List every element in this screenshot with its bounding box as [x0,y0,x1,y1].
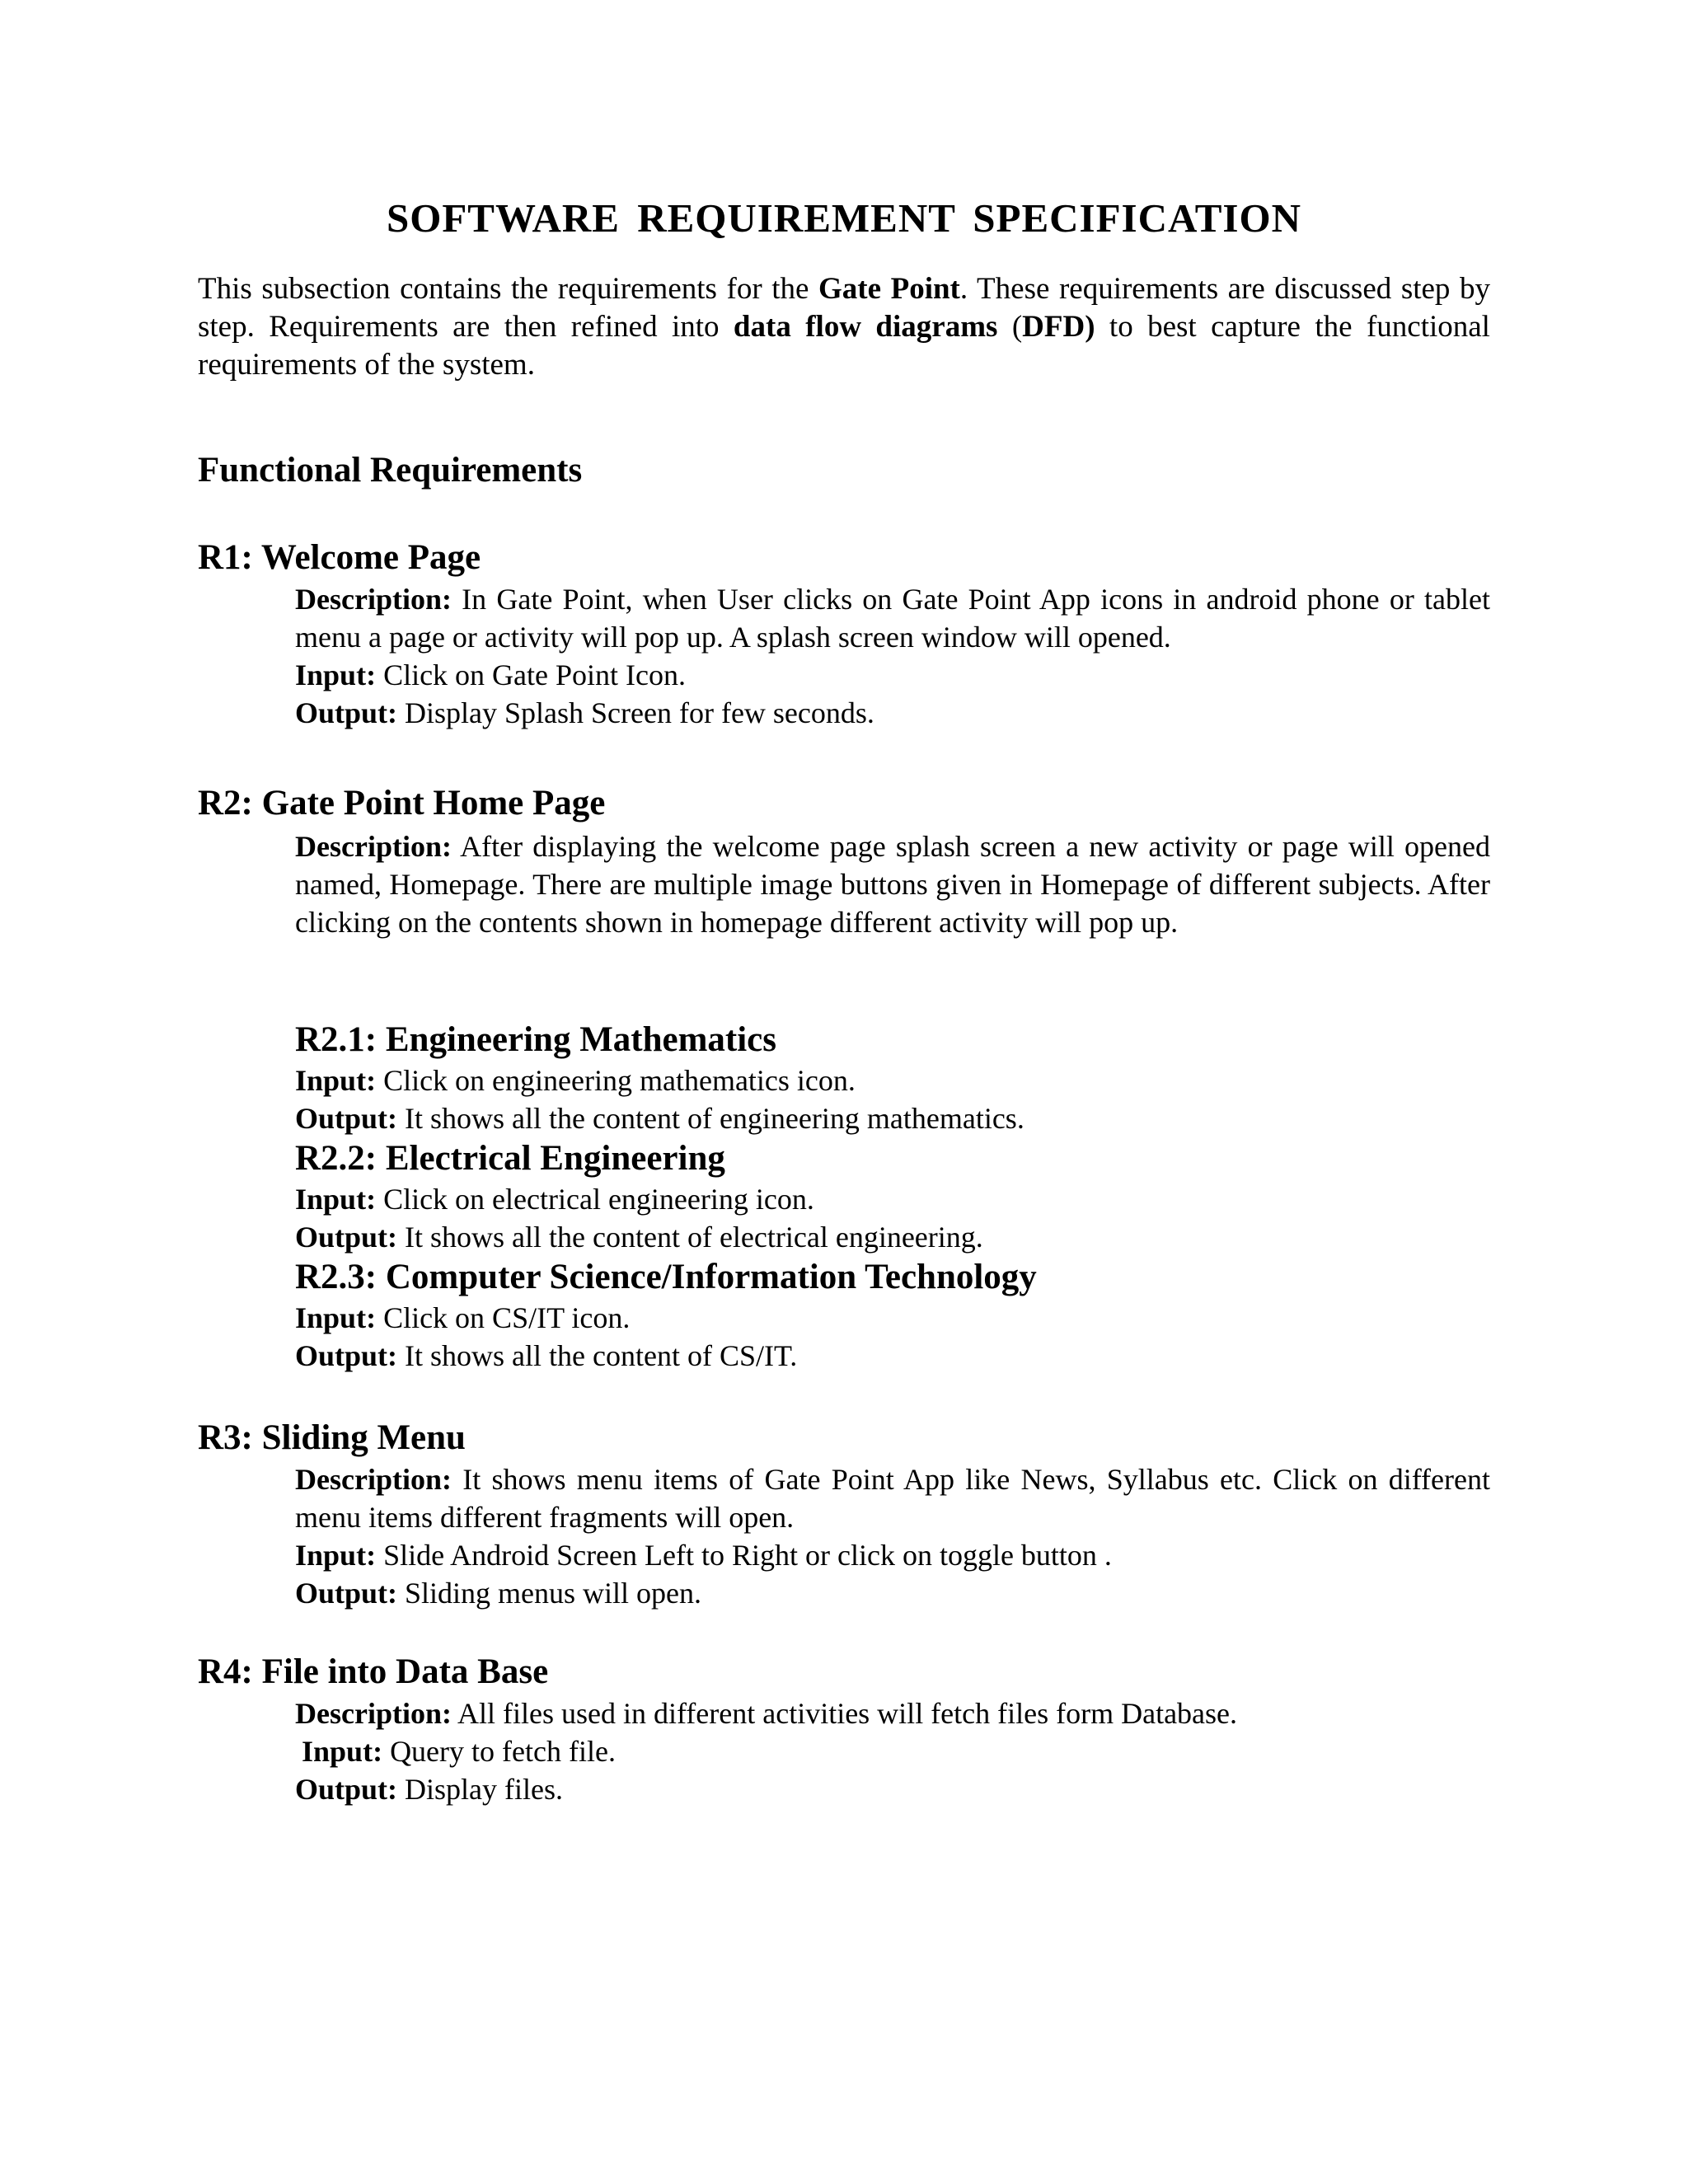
r21-input [295,1062,1490,1099]
r4-description-text: All files used in different activities will fetch files form Database. [451,1697,1238,1730]
r21-heading: R2.1: Engineering Mathematics [295,1020,777,1059]
r23-input-text: Click on CS/IT icon. [376,1301,631,1334]
r4-input-text: Query to fetch file. [382,1735,616,1768]
description-label: Description: [295,583,452,616]
r4-description [295,1694,1490,1732]
r2-description-text: After displaying the welcome page splash screen a new activity or page will opened named, Homepage. There are multiple image buttons given in Homepage of different subjects. After clicking on the contents shown in homepage different activity will pop up. [295,830,1490,939]
r2-heading: R2: Gate Point Home Page [198,784,606,823]
intro-paragraph [198,270,1490,384]
r22-input-text: Click on electrical engineering icon. [376,1183,814,1216]
intro-text-2: . These requirements are discussed step by step. Requirements are then refined into [198,272,1490,344]
r4-output [295,1770,1490,1808]
r1-output-text: Display Splash Screen for few seconds. [397,696,874,729]
r22-output-text: It shows all the content of electrical engineering. [397,1221,983,1254]
r3-description-text: It shows menu items of Gate Point App like News, Syllabus etc. Click on different menu items different fragments will open. [295,1463,1490,1534]
r4-block [295,1694,1490,1808]
section-title-functional-requirements: Functional Requirements [198,451,583,490]
r21-input-text: Click on engineering mathematics icon. [376,1064,856,1097]
r3-block [295,1460,1490,1612]
input-label: Input: [295,1539,377,1572]
r1-input-text: Click on Gate Point Icon. [376,658,687,691]
r2-block [295,827,1490,941]
r21-output-text: It shows all the content of engineering mathematics. [397,1102,1025,1135]
r2-description [295,827,1490,941]
output-label: Output: [295,1577,398,1610]
output-label: Output: [295,1773,398,1806]
r3-input [295,1536,1490,1574]
r1-output [295,694,1490,732]
input-label: Input: [295,1183,377,1216]
input-label: Input: [295,658,377,691]
r3-input-text: Slide Android Screen Left to Right or click on toggle button . [376,1539,1112,1572]
intro-dfd-words: data flow diagrams [733,310,998,344]
r3-heading: R3: Sliding Menu [198,1418,466,1457]
r3-description [295,1460,1490,1536]
r1-description-text: In Gate Point, when User clicks on Gate Point App icons in android phone or tablet menu a page or activity will pop up. A splash screen window will opened. [295,583,1490,654]
output-label: Output: [295,1221,398,1254]
output-label: Output: [295,696,398,729]
intro-text-1: This subsection contains the requirements for the [198,272,818,306]
intro-text-4: to best capture the functional requirements of the system. [198,310,1490,382]
r3-output-text: Sliding menus will open. [397,1577,702,1610]
r22-heading: R2.2: Electrical Engineering [295,1139,725,1178]
input-label: Input: [295,1301,377,1334]
r23-heading: R2.3: Computer Science/Information Technology [295,1258,1037,1296]
r1-block [295,580,1490,732]
intro-dfd-abbr: DFD) [1022,310,1095,344]
r1-input [295,656,1490,694]
r1-heading: R1: Welcome Page [198,538,481,577]
r4-input [295,1732,1490,1770]
intro-gate-point: Gate Point [818,272,960,306]
r4-output-text: Display files. [397,1773,564,1806]
r22-output [295,1218,1490,1256]
r23-output-text: It shows all the content of CS/IT. [397,1339,798,1372]
input-label: Input: [302,1735,383,1768]
r23-output [295,1337,1490,1375]
r22-input [295,1180,1490,1218]
description-label: Description: [295,1697,452,1730]
r1-description [295,580,1490,656]
r4-heading: R4: File into Data Base [198,1652,549,1691]
r21-output [295,1099,1490,1137]
intro-text-3: ( [997,310,1023,344]
output-label: Output: [295,1102,398,1135]
description-label: Description: [295,1463,452,1496]
r23-input [295,1299,1490,1337]
r3-output [295,1574,1490,1612]
r2-subsections [295,1019,1490,1375]
description-label: Description: [295,830,452,863]
output-label: Output: [295,1339,398,1372]
page-title: SOFTWARE REQUIREMENT SPECIFICATION [386,195,1302,241]
input-label: Input: [295,1064,377,1097]
